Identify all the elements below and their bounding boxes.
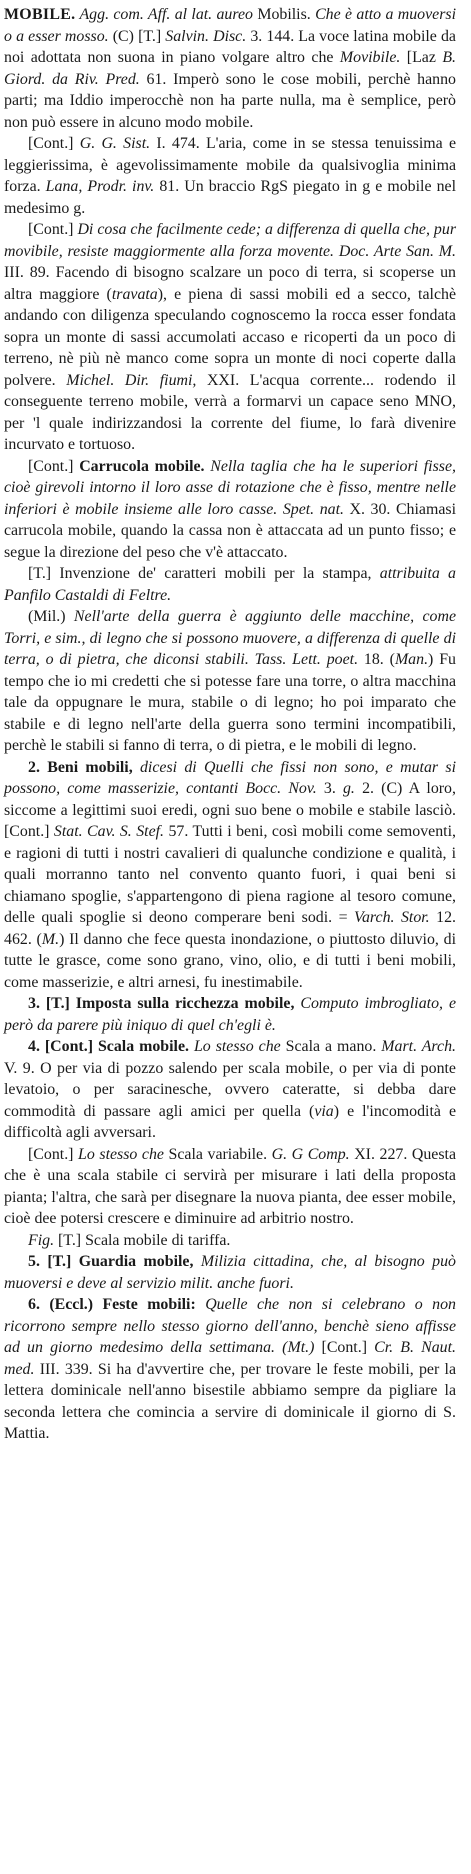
entry-text: Fig. [28,1231,55,1249]
entry-text: Scala mobile. [97,1038,189,1055]
entry-paragraph [4,1230,456,1252]
entry-text: Man. [394,651,429,668]
entry-text: 2. Beni mobili, [28,758,133,776]
entry-text: 5. [T.] Guardia mobile, [28,1253,201,1270]
entry-text: M. [41,930,60,948]
entry-text: G. G Comp. [271,1145,350,1163]
entry-text: ), e piena di sassi mobili ed a secco, talchè andando con diligenza speculando cognoscemo la rocca esser fondata sopra un monte di sassi accumolati accaso e ricoperti da un poco di terreno, nè più nè manco come sopra un monte di noci coperte dalla polvere. [4,285,456,389]
entry-text: III. 89. Facendo di bisogno scalzare un poco di terra, si scoperse un altra maggiore ( [4,264,456,303]
entry-text: (Mil.) [28,608,74,625]
entry-text: Mart. Arch. [381,1038,456,1055]
entry-text: Feste mobili: [102,1296,196,1313]
entry-text: Cr. B. Naut. med. [4,1339,456,1378]
entry-text: 6. (Eccl.) [28,1296,103,1313]
entry-text: V. 9. O per via di pozzo salendo per scala mobile, o per via di ponte levatoio, o per saracinesche, ovvero cateratte, si debba dare commodità di passare agli amici per quella ( [4,1059,456,1120]
entry-paragraph [4,1144,456,1230]
entry-text: Lo stesso che [189,1038,281,1055]
entry-text: G. G. Sist. [79,135,151,152]
entry-paragraph [4,133,456,219]
entry-paragraph [4,219,456,456]
entry-paragraph [4,757,456,994]
entry-text: Quelle che non si celebrano o non ricorrono sempre nello stesso giorno dell'anno, benchè sieno affisse ad un giorno medesimo della settimana. (Mt.) [4,1296,456,1356]
entry-text: XXI. L'acqua corrente... rodendo il conseguente terreno mobile, verrà a formarvi un capace seno MNO, per 'l quale indirizzandosi la corrente del fiume, lo farà divenire incurvato e tortuoso. [4,371,456,453]
dictionary-entry-mobile [4,4,456,1445]
entry-text: g. [342,780,355,797]
entry-text: 12. 462. ( [4,909,456,948]
entry-text: (C) [T.] [108,27,166,45]
entry-text: [Cont.] [28,1145,79,1163]
entry-text: Nell'arte della guerra è aggiunto delle macchine, come Torri, e sim., di legno che si possono muovere, a differenza di quelle di terra, o di pietra, che diconsi stabili. Tass. Lett. poet. [4,608,456,668]
entry-paragraph [4,993,456,1036]
entry-text: 61. Imperò sono le cose mobili, perchè hanno parti; ma Iddio imperocchè non ha parte nulla, ma è semplice, però non può essere in alcuno modo mobile. [4,70,456,131]
entry-text: Varch. Stor. [354,909,430,926]
entry-text: 57. Tutti i beni, così mobili come semoventi, e ragioni di tutti i nostri cavalieri di qualunche condizione e qualità, i quali morranno tanto nel convento quanto fuori, i quai beni si chiamano spoglie, s'appartengono di piena ragione al tesoro comune, delle quali spoglie si deono comperare beni sodi. = [4,823,456,926]
entry-text: [Laz [400,49,443,66]
entry-text: [Cont.] [28,457,80,475]
entry-text: 4. [Cont.] [28,1038,98,1055]
entry-text: Salvin. Disc. [165,27,247,45]
entry-text: Lo stesso che [78,1145,164,1163]
entry-text: B. Giord. da Riv. Pred. [4,49,456,88]
entry-text: 2. (C) A loro, siccome a legittimi suoi eredi, ogni suo bene o mobile e stabile lasciò. [Cont.] [4,780,456,840]
entry-paragraph [4,563,456,606]
entry-paragraph [4,1036,456,1144]
entry-text: I. 474. L'aria, come in se stessa tenuissima e leggierissima, è agevolissimamente mobile da qualsivoglia minima forza. [4,135,456,195]
entry-text: 18. ( [358,651,395,668]
entry-text: [Cont.] [28,221,78,238]
entry-text: [T.] Scala mobile di tariffa. [54,1231,231,1249]
entry-text: via [314,1102,334,1120]
entry-text: 81. Un braccio RgS piegato in g e mobile nel medesimo g. [4,178,456,217]
entry-text: Mobilis. [252,6,316,23]
entry-text: Di cosa che facilmente cede; a differenza di quella che, pur movibile, resiste maggiormente alla forza movente. Doc. Arte San. M. [4,221,457,260]
entry-text: Computo imbrogliato, e però da parere più iniquo di quel ch'egli è. [4,995,456,1034]
entry-text: [Cont.] [314,1339,375,1356]
entry-text: 3. [316,780,343,797]
entry-text: Michel. Dir. fiumi, [66,371,197,389]
entry-text: Scala a mano. [280,1038,382,1055]
entry-text: [T.] Invenzione de' caratteri mobili per la stampa, [28,565,380,582]
entry-text: MOBILE. [4,6,76,23]
entry-text: attribuita a Panfilo Castaldi di Feltre. [4,565,456,604]
entry-paragraph [4,1294,456,1445]
entry-text: 3. [T.] Imposta sulla ricchezza mobile, [28,995,301,1012]
entry-text: Lana, Prodr. inv. [45,178,155,195]
entry-text: III. 339. Si ha d'avvertire che, per trovare le feste mobili, per la lettera dominicale nell'anno bisestile abbiamo sempre da pigliare la seconda lettera che comincia a servire di dominicale il giorno di S. Mattia. [4,1360,456,1442]
entry-text: Milizia cittadina, che, al bisogno può muoversi e deve al servizio milit. anche fuori. [4,1253,457,1292]
entry-text: 3. 144. La voce latina mobile da noi adottata non suona in piano volgare altro che [4,27,456,66]
entry-paragraph [4,4,456,133]
entry-text: Nella taglia che ha le superiori fisse, cioè girevoli intorno il loro asse di rotazione che è fisso, mentre nelle inferiori è mobile insieme alle loro casse. Spet. nat. [4,457,456,518]
entry-text: Carrucola mobile. [79,457,205,475]
entry-text: dicesi di Quelli che fissi non sono, e mutar si possono, come masserizie, contanti Bocc. Nov. [4,758,456,797]
entry-text: Scala variabile. [163,1145,272,1163]
entry-text: travata [111,285,158,303]
entry-text: Che è atto a muoversi o a esser mosso. [4,6,456,45]
entry-text: ) Fu tempo che io mi credetti che si potesse fare una torre, o altra macchina tale da oppugnare le mura, stabile o di legno; ho poi imparato che stabile e di legno nell'arte della guerra sono termini incompatibili, perchè le stabili si fanno di terra, o di pietra, e le mobili di legno. [4,651,456,754]
entry-text: [Cont.] [28,135,80,152]
entry-paragraph [4,1251,456,1294]
entry-paragraph [4,456,456,564]
dictionary-page [4,4,456,1445]
entry-text: XI. 227. Questa che è una scala stabile ci servirà per misurare i lati della proposta pianta; l'altra, che sarà per disegnare la nuova pianta, dee esser mobile, cioè dee potersi crescere e diminuire ad arbitrio nostro. [4,1145,457,1227]
entry-text: ) e l'incomodità e difficoltà agli avversari. [4,1102,456,1141]
entry-text: ) Il danno che fece questa inondazione, o piuttosto diluvio, di tutte le grasce, come sono grano, vino, olio, e di tutti i beni mobili, come masserizie, e altri arnesi, fu inestimabile. [4,930,456,991]
entry-text: Stat. Cav. S. Stef. [53,823,165,840]
entry-paragraph [4,606,456,757]
entry-text: Movibile. [339,49,401,66]
entry-text: X. 30. Chiamasi carrucola mobile, quando la cassa non è attaccata ad un punto fisso; e segue la direzione del peso che v'è attaccato. [4,500,456,561]
entry-text: Agg. com. Aff. al lat. aureo [75,6,253,23]
